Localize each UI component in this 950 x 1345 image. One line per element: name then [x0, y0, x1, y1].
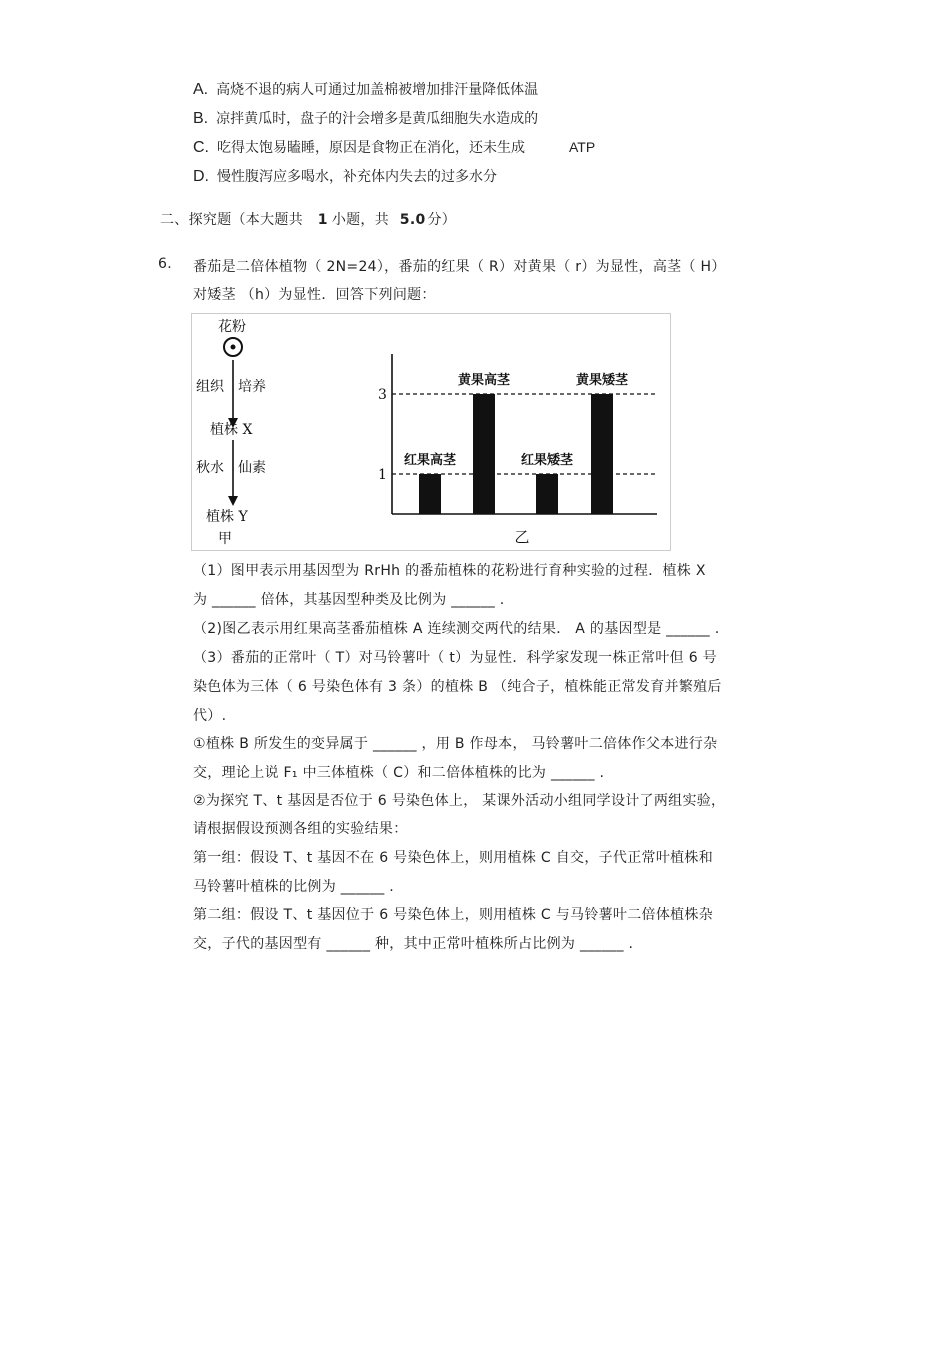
- body-line: （3）番茄的正常叶（ T）对马铃薯叶（ t）为显性．科学家发现一株正常叶但 6 号: [193, 650, 717, 666]
- option-text: 高烧不退的病人可通过加盖棉被增加排汗量降低体温: [216, 82, 539, 98]
- question-number: 6.: [158, 256, 172, 272]
- body-line: ②为探究 T、t 基因是否位于 6 号染色体上， 某课外活动小组同学设计了两组实验，: [193, 793, 726, 809]
- figure: [191, 313, 671, 551]
- option-d: [193, 166, 497, 186]
- option-letter: D.: [193, 168, 209, 185]
- culture-label: 培养: [238, 379, 266, 395]
- option-text: 凉拌黄瓜时，盘子的汁会增多是黄瓜细胞失水造成的: [216, 111, 539, 127]
- bar: [419, 474, 441, 514]
- body-line: 第二组：假设 T、t 基因位于 6 号染色体上，则用植株 C 与马铃薯叶二倍体植株杂: [193, 907, 714, 923]
- colchicine-label-2: 仙素: [238, 460, 266, 476]
- bar-category-label: 红果矮茎: [520, 453, 574, 468]
- option-c: [193, 137, 595, 157]
- body-line: 代）.: [193, 708, 227, 724]
- bar-category-label: 黄果矮茎: [575, 373, 629, 388]
- body-line: （2)图乙表示用红果高茎番茄植株 A 连续测交两代的结果． A 的基因型是 ______ .: [193, 621, 720, 637]
- section-count: 1: [317, 212, 328, 228]
- option-text: 吃得太饱易瞌睡，原因是食物正在消化，还未生成: [217, 140, 525, 156]
- figure-jia-label: 甲: [218, 531, 232, 547]
- bar: [473, 394, 495, 514]
- section-mid: 小题，共: [331, 212, 390, 228]
- section-suffix: 分）: [427, 212, 457, 228]
- tissue-label: 组织: [196, 379, 224, 395]
- question-stem-line1: 番茄是二倍体植物（ 2N=24），番茄的红果（ R）对黄果（ r）为显性，高茎（ H）: [193, 259, 726, 275]
- body-line: （1）图甲表示用基因型为 RrHh 的番茄植株的花粉进行育种实验的过程．植株 X: [193, 563, 706, 579]
- plant-x-label: 植株 X: [210, 422, 253, 438]
- body-line: 交，子代的基因型有 ______ 种，其中正常叶植株所占比例为 ______ .: [193, 936, 634, 952]
- section-heading: [160, 209, 456, 229]
- option-b: [193, 108, 538, 128]
- option-tail: ATP: [569, 139, 596, 155]
- bar-category-label: 黄果高茎: [457, 373, 511, 388]
- option-text: 慢性腹泻应多喝水，补充体内失去的过多水分: [217, 169, 497, 185]
- body-line: 染色体为三体（ 6 号染色体有 3 条）的植株 B （纯合子，植株能正常发育并繁殖后: [193, 679, 722, 695]
- figure-yi-chart: [372, 344, 662, 544]
- colchicine-label-1: 秋水: [196, 460, 224, 476]
- question-stem-line2: 对矮茎 （h）为显性．回答下列问题：: [193, 287, 436, 303]
- body-line: 请根据假设预测各组的实验结果：: [193, 821, 408, 837]
- option-letter: B.: [193, 110, 209, 127]
- option-a: [193, 79, 538, 99]
- option-letter: A.: [193, 81, 209, 98]
- body-line: 交，理论上说 F₁ 中三体植株（ C）和二倍体植株的比为 ______ .: [193, 765, 605, 781]
- body-line: 第一组：假设 T、t 基因不在 6 号染色体上，则用植株 C 自交，子代正常叶植株和: [193, 850, 714, 866]
- section-prefix: 二、探究题（本大题共: [160, 212, 303, 228]
- body-line: 为 ______ 倍体，其基因型种类及比例为 ______ .: [193, 592, 505, 608]
- plant-y-label: 植株 Y: [206, 509, 248, 525]
- body-line: 马铃薯叶植株的比例为 ______ .: [193, 879, 395, 895]
- option-letter: C.: [193, 139, 209, 156]
- bar: [591, 394, 613, 514]
- pollen-grain-icon: [222, 336, 244, 358]
- body-line: ①植株 B 所发生的变异属于 ______ ，用 B 作母本， 马铃薯叶二倍体作父本进行杂: [193, 736, 718, 752]
- bar-category-label: 红果高茎: [403, 453, 457, 468]
- section-score: 5.0: [399, 212, 426, 228]
- pollen-label: 花粉: [218, 319, 246, 335]
- bar: [536, 474, 558, 514]
- figure-yi-label: 乙: [514, 528, 530, 544]
- y-tick-label: 3: [378, 387, 387, 403]
- y-tick-label: 1: [378, 467, 387, 483]
